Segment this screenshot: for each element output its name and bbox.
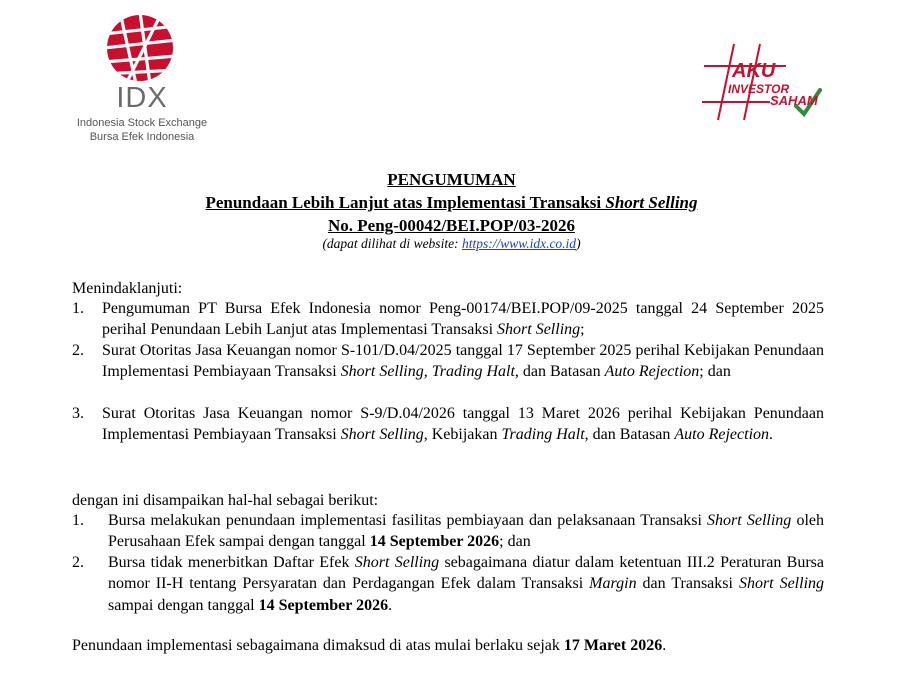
announcement-subject: Penundaan Lebih Lanjut atas Implementasi Transaksi Short Selling [205, 193, 698, 212]
reference-item-2 [72, 340, 824, 383]
point-text: Bursa tidak menerbitkan Daftar Efek Short Selling sebagaimana diatur dalam ketentuan III.2 Peraturan Bursa nomor II-H tentang Persyaratan dan Perdagangan Efek dalam Transaksi Margin dan Transaksi Short Selling sampai dengan tanggal 14 September 2026. [108, 554, 825, 614]
idx-logo [62, 10, 222, 150]
saham-word: SAHAM [770, 93, 818, 108]
closing-statement: Penundaan implementasi sebagaimana dimaksud di atas mulai berlaku sejak 17 Maret 2026. [72, 637, 667, 654]
point-item-1 [72, 510, 824, 553]
idx-website-link[interactable]: https://www.idx.co.id [461, 236, 577, 251]
reference-text: Surat Otoritas Jasa Keuangan nomor S-9/D.04/2026 tanggal 13 Maret 2026 perihal Kebijakan Penundaan Implementasi Pembiayaan Transaksi Short Selling, Kebijakan Trading Halt, dan Batasan Auto Rejection. [102, 405, 824, 444]
reference-text: Surat Otoritas Jasa Keuangan nomor S-101/D.04/2025 tanggal 17 September 2025 perihal Kebijakan Penundaan Implementasi Pembiayaan Transaksi Short Selling, Trading Halt, dan Batasan Auto Rejection; dan [102, 342, 824, 381]
announcement-number: No. Peng-00042/BEI.POP/03-2026 [328, 216, 575, 235]
list-number: 2. [72, 342, 84, 359]
point-item-2 [72, 552, 824, 616]
aku-investor-saham-logo [700, 40, 825, 125]
references-intro: Menindaklanjuti: [72, 280, 183, 297]
points-intro: dengan ini disampaikan hal-hal sebagai berikut: [72, 492, 379, 509]
idx-emblem-icon [106, 14, 174, 82]
point-text: Bursa melakukan penundaan implementasi fasilitas pembiayaan dan pelaksanaan Transaksi Short Selling oleh Perusahaan Efek sampai dengan tanggal 14 September 2026; dan [108, 512, 825, 551]
list-number: 1. [72, 300, 84, 317]
list-number: 1. [72, 512, 84, 529]
idx-subtitle-id: Bursa Efek Indonesia [89, 131, 195, 143]
reference-text: Pengumuman PT Bursa Efek Indonesia nomor Peng-00174/BEI.POP/09-2025 tanggal 24 September 2025 perihal Penundaan Lebih Lanjut atas Implementasi Transaksi Short Selling; [102, 300, 824, 339]
website-note: (dapat dilihat di website: https://www.idx.co.id) [322, 236, 581, 251]
reference-item-1 [72, 298, 824, 341]
list-number: 3. [72, 405, 84, 422]
announcement-heading: PENGUMUMAN [387, 170, 516, 189]
idx-wordmark: IDX [116, 82, 168, 114]
list-number: 2. [72, 554, 84, 571]
investor-word: INVESTOR [728, 82, 790, 96]
reference-item-3 [72, 403, 824, 446]
idx-subtitle-en: Indonesia Stock Exchange [76, 117, 208, 129]
aku-word: AKU [732, 60, 776, 82]
